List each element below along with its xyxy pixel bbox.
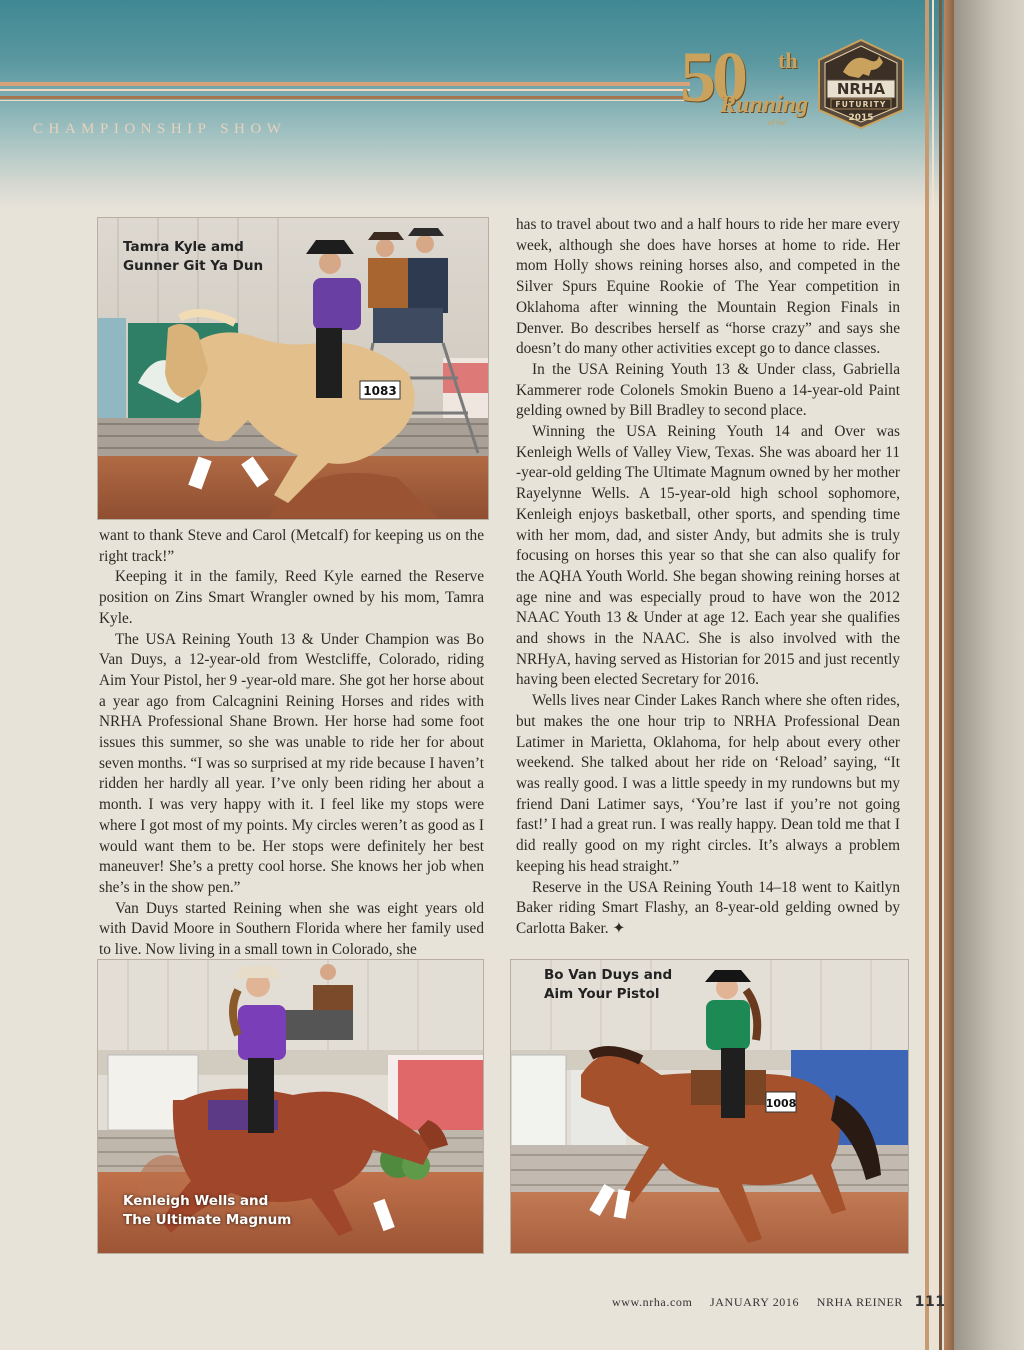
- paragraph: Winning the USA Reining Youth 14 and Over was Kenleigh Wells of Valley View, Texas. She was aboard her 11 -year-old gelding The Ultimate Magnum owned by her mother Rayelynne Wells. A 15-year-old high school sophomore, Kenleigh enjoys basketball, other sports, and spending time with her mom, dad, and sister Andy, but admits she is truly focusing on horses this year so that she can also qualify for the AQHA Youth World. She began showing reining horses at age nine and was especially proud to have won the 2012 NAAC Youth 13 & Under at age 12. Each year she qualifies and shows in the NAAC. She is also involved with the NRHyA, having served as Historian for 2015 and just recently having been elected Secretary for 2016.: [516, 423, 900, 689]
- paragraph: want to thank Steve and Carol (Metcalf) for keeping us on the right track!”: [99, 527, 484, 565]
- footer-magazine: NRHA REINER: [816, 1295, 904, 1309]
- logo-ordinal: th: [778, 48, 798, 73]
- caption-line: Tamra Kyle amd: [123, 239, 244, 255]
- paragraph: Keeping it in the family, Reed Kyle earned the Reserve position on Zins Smart Wrangler owned by his mom, Tamra Kyle.: [99, 568, 484, 627]
- paragraph: In the USA Reining Youth 13 & Under class, Gabriella Kammerer rode Colonels Smokin Bueno a 14-year-old Paint gelding owned by Bill Bradley to second place.: [516, 360, 900, 420]
- section-label: CHAMPIONSHIP SHOW: [33, 121, 287, 137]
- paragraph: Wells lives near Cinder Lakes Ranch where she often rides, but makes the one hour trip to NRHA Professional Dean Latimer in Marietta, Oklahoma, for help about every other weekend. She talked about her ride on ‘Reload’ saying, “It was really good. I was a little speedy in my rundowns but my friend Dani Latimer says, ‘You’re last if you’re not going fast!’ I had a great run. I was really happy. Dean told me that I did really good on my right circles. It’s always a problem keeping his head straight.”: [516, 692, 900, 875]
- photo-bo-van-duys: [511, 960, 908, 1253]
- logo-year-text: 2015: [848, 113, 874, 123]
- page-footer: [612, 1294, 946, 1310]
- photo-tamra-kyle: [98, 218, 488, 519]
- vertical-rule: [925, 0, 929, 1350]
- paragraph: has to travel about two and a half hours to ride her mare every week, although she does have horses at home to ride. Her mom Holly shows reining horses also, and competed in the Silver Spurs Equine Rookie of The Year competition in Oklahoma after winning the Mountain Region Finals in Denver. Bo describes herself as “horse crazy” and says she doesn’t do many other activities except go to dance classes.: [516, 216, 900, 358]
- footer-date: JANUARY 2016: [710, 1295, 800, 1309]
- paragraph: Van Duys started Reining when she was eight years old with David Moore in Southern Florida where her family used to live. Now living in a small town in Colorado, she: [99, 899, 484, 959]
- page-edge-shadow: [954, 0, 1024, 1350]
- fiftieth-running-logo: [680, 37, 812, 132]
- photo-caption: [123, 238, 263, 276]
- photo-caption: [123, 1192, 291, 1230]
- header-rule: [0, 100, 690, 101]
- paragraph: Reserve in the USA Reining Youth 14–18 went to Kaitlyn Baker riding Smart Flashy, an 8-year-old gelding owned by Carlotta Baker. ✦: [516, 878, 900, 937]
- logo-org-text: NRHA: [836, 80, 886, 98]
- logo-event-text: FUTURITY: [835, 100, 887, 109]
- page-number: 111: [914, 1294, 946, 1310]
- logo-small-text: of the: [768, 118, 787, 127]
- caption-line: Gunner Git Ya Dun: [123, 258, 264, 274]
- back-number: 1083: [363, 384, 397, 398]
- caption-line: The Ultimate Magnum: [123, 1212, 292, 1228]
- logo-number: 50: [680, 37, 744, 117]
- vertical-rule: [944, 0, 954, 1350]
- header-rule: [0, 96, 690, 99]
- photo-caption: [544, 966, 672, 1004]
- article-left-column: [99, 526, 484, 961]
- logo-word: Running: [720, 92, 809, 118]
- paragraph: The USA Reining Youth 13 & Under Champion was Bo Van Duys, a 12-year-old from Westcliffe, Colorado, riding Aim Your Pistol, her 9 -year-old mare. She got her horse about a year ago from Calcagnini Reining Horses and rides with NRHA Professional Shane Brown. Her horse had some foot issues this summer, so she was unable to ride her for about seven months. “I was so surprised at my ride because I haven’t ridden her hardly all year. I’ve only been riding her about a month. I was very happy with it. I feel like my stops were where I got most of my points. My circles weren’t as good as I would want them to be. Her stops were definitely her best maneuver! She’s a pretty cool horse. She knows her job when she’s in the show pen.”: [99, 630, 484, 896]
- back-number: 1008: [765, 1097, 797, 1110]
- caption-line: Bo Van Duys and: [544, 967, 673, 983]
- footer-url[interactable]: www.nrha.com: [612, 1295, 693, 1309]
- article-right-column: [516, 215, 900, 940]
- caption-line: Kenleigh Wells and: [123, 1193, 269, 1209]
- vertical-rule: [932, 0, 934, 1350]
- vertical-rule: [939, 0, 942, 1350]
- nrha-futurity-logo: [813, 38, 909, 130]
- header-rule: [0, 89, 690, 91]
- photo-kenleigh-wells: [98, 960, 483, 1253]
- caption-line: Aim Your Pistol: [544, 986, 660, 1002]
- header-rule: [0, 82, 690, 86]
